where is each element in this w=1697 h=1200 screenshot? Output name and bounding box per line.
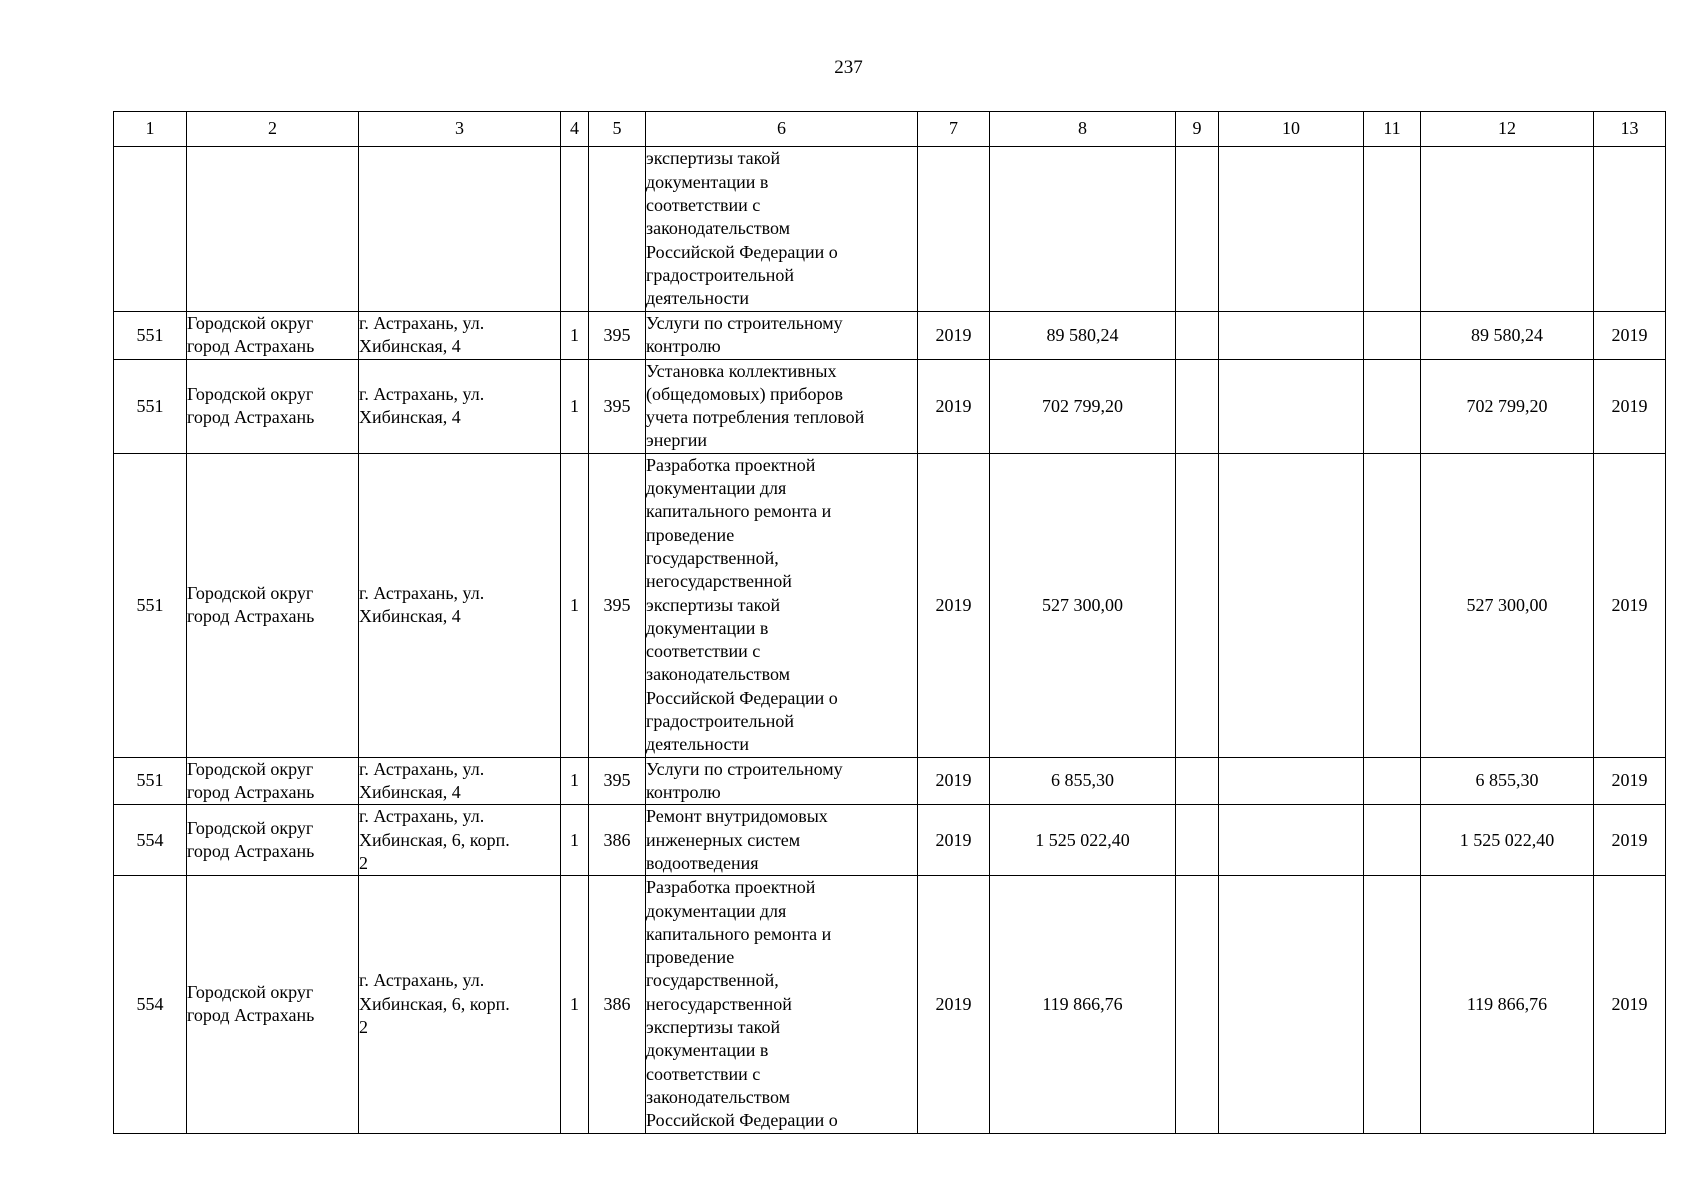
- cell-c12: 6 855,30: [1421, 757, 1594, 805]
- cell-num: 551: [114, 359, 187, 453]
- cell-c13: 2019: [1594, 359, 1666, 453]
- cell-year: 2019: [918, 359, 990, 453]
- cell-work: экспертизы такой документации в соответствии с законодательством Российской Федерации о градостроительной деятельности: [646, 147, 918, 312]
- cell-c10: [1219, 757, 1364, 805]
- cell-c10: [1219, 147, 1364, 312]
- column-header-7: 7: [918, 112, 990, 147]
- cell-num: 554: [114, 805, 187, 876]
- cell-c9: [1176, 453, 1219, 757]
- table-row: [114, 312, 1666, 360]
- cell-c9: [1176, 757, 1219, 805]
- cell-num: [114, 147, 187, 312]
- cell-municipality: Городской округ город Астрахань: [187, 312, 359, 360]
- cell-c11: [1364, 453, 1421, 757]
- cell-c11: [1364, 312, 1421, 360]
- column-header-4: 4: [561, 112, 589, 147]
- cell-c13: 2019: [1594, 757, 1666, 805]
- cell-c5: 386: [589, 876, 646, 1133]
- cell-num: 551: [114, 757, 187, 805]
- cell-c12: 119 866,76: [1421, 876, 1594, 1133]
- cell-address: [359, 147, 561, 312]
- cell-year: 2019: [918, 805, 990, 876]
- cell-c9: [1176, 359, 1219, 453]
- table-row: [114, 805, 1666, 876]
- cell-c12: 702 799,20: [1421, 359, 1594, 453]
- cell-c10: [1219, 359, 1364, 453]
- cell-c13: 2019: [1594, 876, 1666, 1133]
- repair-program-table: [113, 111, 1666, 1134]
- column-header-6: 6: [646, 112, 918, 147]
- cell-amount: 1 525 022,40: [990, 805, 1176, 876]
- cell-year: 2019: [918, 757, 990, 805]
- cell-address: г. Астрахань, ул. Хибинская, 6, корп. 2: [359, 805, 561, 876]
- column-header-10: 10: [1219, 112, 1364, 147]
- cell-municipality: Городской округ город Астрахань: [187, 453, 359, 757]
- cell-municipality: [187, 147, 359, 312]
- cell-c4: 1: [561, 805, 589, 876]
- cell-c13: 2019: [1594, 453, 1666, 757]
- cell-work: Ремонт внутридомовых инженерных систем водоотведения: [646, 805, 918, 876]
- cell-c10: [1219, 453, 1364, 757]
- cell-c5: 395: [589, 453, 646, 757]
- cell-work: Услуги по строительному контролю: [646, 312, 918, 360]
- column-header-3: 3: [359, 112, 561, 147]
- cell-address: г. Астрахань, ул. Хибинская, 4: [359, 359, 561, 453]
- cell-address: г. Астрахань, ул. Хибинская, 4: [359, 312, 561, 360]
- cell-c11: [1364, 876, 1421, 1133]
- cell-c12: [1421, 147, 1594, 312]
- cell-amount: 6 855,30: [990, 757, 1176, 805]
- column-header-2: 2: [187, 112, 359, 147]
- cell-c4: 1: [561, 876, 589, 1133]
- cell-c9: [1176, 805, 1219, 876]
- column-header-13: 13: [1594, 112, 1666, 147]
- cell-c10: [1219, 876, 1364, 1133]
- cell-c10: [1219, 312, 1364, 360]
- cell-year: 2019: [918, 453, 990, 757]
- cell-address: г. Астрахань, ул. Хибинская, 4: [359, 453, 561, 757]
- cell-num: 551: [114, 453, 187, 757]
- cell-c5: 395: [589, 312, 646, 360]
- cell-c11: [1364, 359, 1421, 453]
- cell-c12: 527 300,00: [1421, 453, 1594, 757]
- cell-c13: [1594, 147, 1666, 312]
- header-row: [114, 112, 1666, 147]
- cell-c10: [1219, 805, 1364, 876]
- cell-c11: [1364, 147, 1421, 312]
- cell-work: Услуги по строительному контролю: [646, 757, 918, 805]
- cell-c4: 1: [561, 359, 589, 453]
- cell-municipality: Городской округ город Астрахань: [187, 805, 359, 876]
- cell-work: Разработка проектной документации для капитального ремонта и проведение государственной, негосударственной экспертизы такой документации в соответствии с законодательством Российской Федерации о градостроительной деятельности: [646, 453, 918, 757]
- cell-work: Разработка проектной документации для капитального ремонта и проведение государственной, негосударственной экспертизы такой документации в соответствии с законодательством Российской Федерации о: [646, 876, 918, 1133]
- cell-c5: 386: [589, 805, 646, 876]
- cell-c4: 1: [561, 312, 589, 360]
- cell-year: 2019: [918, 876, 990, 1133]
- cell-c5: 395: [589, 757, 646, 805]
- cell-c4: 1: [561, 453, 589, 757]
- column-header-5: 5: [589, 112, 646, 147]
- table-row-continuation: [114, 147, 1666, 312]
- cell-c13: 2019: [1594, 312, 1666, 360]
- cell-municipality: Городской округ город Астрахань: [187, 359, 359, 453]
- page-number: 237: [834, 57, 863, 78]
- column-header-1: 1: [114, 112, 187, 147]
- cell-amount: 119 866,76: [990, 876, 1176, 1133]
- cell-c4: [561, 147, 589, 312]
- cell-c12: 1 525 022,40: [1421, 805, 1594, 876]
- cell-c9: [1176, 876, 1219, 1133]
- cell-amount: 89 580,24: [990, 312, 1176, 360]
- column-header-12: 12: [1421, 112, 1594, 147]
- cell-c11: [1364, 757, 1421, 805]
- cell-c11: [1364, 805, 1421, 876]
- column-header-11: 11: [1364, 112, 1421, 147]
- cell-num: 551: [114, 312, 187, 360]
- cell-amount: 702 799,20: [990, 359, 1176, 453]
- cell-amount: 527 300,00: [990, 453, 1176, 757]
- cell-c5: 395: [589, 359, 646, 453]
- cell-c12: 89 580,24: [1421, 312, 1594, 360]
- table-row: [114, 757, 1666, 805]
- cell-c4: 1: [561, 757, 589, 805]
- cell-year: [918, 147, 990, 312]
- cell-num: 554: [114, 876, 187, 1133]
- cell-municipality: Городской округ город Астрахань: [187, 876, 359, 1133]
- cell-c13: 2019: [1594, 805, 1666, 876]
- cell-address: г. Астрахань, ул. Хибинская, 6, корп. 2: [359, 876, 561, 1133]
- table-row: [114, 359, 1666, 453]
- column-header-9: 9: [1176, 112, 1219, 147]
- column-header-8: 8: [990, 112, 1176, 147]
- cell-c5: [589, 147, 646, 312]
- cell-year: 2019: [918, 312, 990, 360]
- cell-address: г. Астрахань, ул. Хибинская, 4: [359, 757, 561, 805]
- cell-work: Установка коллективных (общедомовых) приборов учета потребления тепловой энергии: [646, 359, 918, 453]
- table-row: [114, 876, 1666, 1133]
- cell-amount: [990, 147, 1176, 312]
- table-row: [114, 453, 1666, 757]
- cell-municipality: Городской округ город Астрахань: [187, 757, 359, 805]
- cell-c9: [1176, 312, 1219, 360]
- cell-c9: [1176, 147, 1219, 312]
